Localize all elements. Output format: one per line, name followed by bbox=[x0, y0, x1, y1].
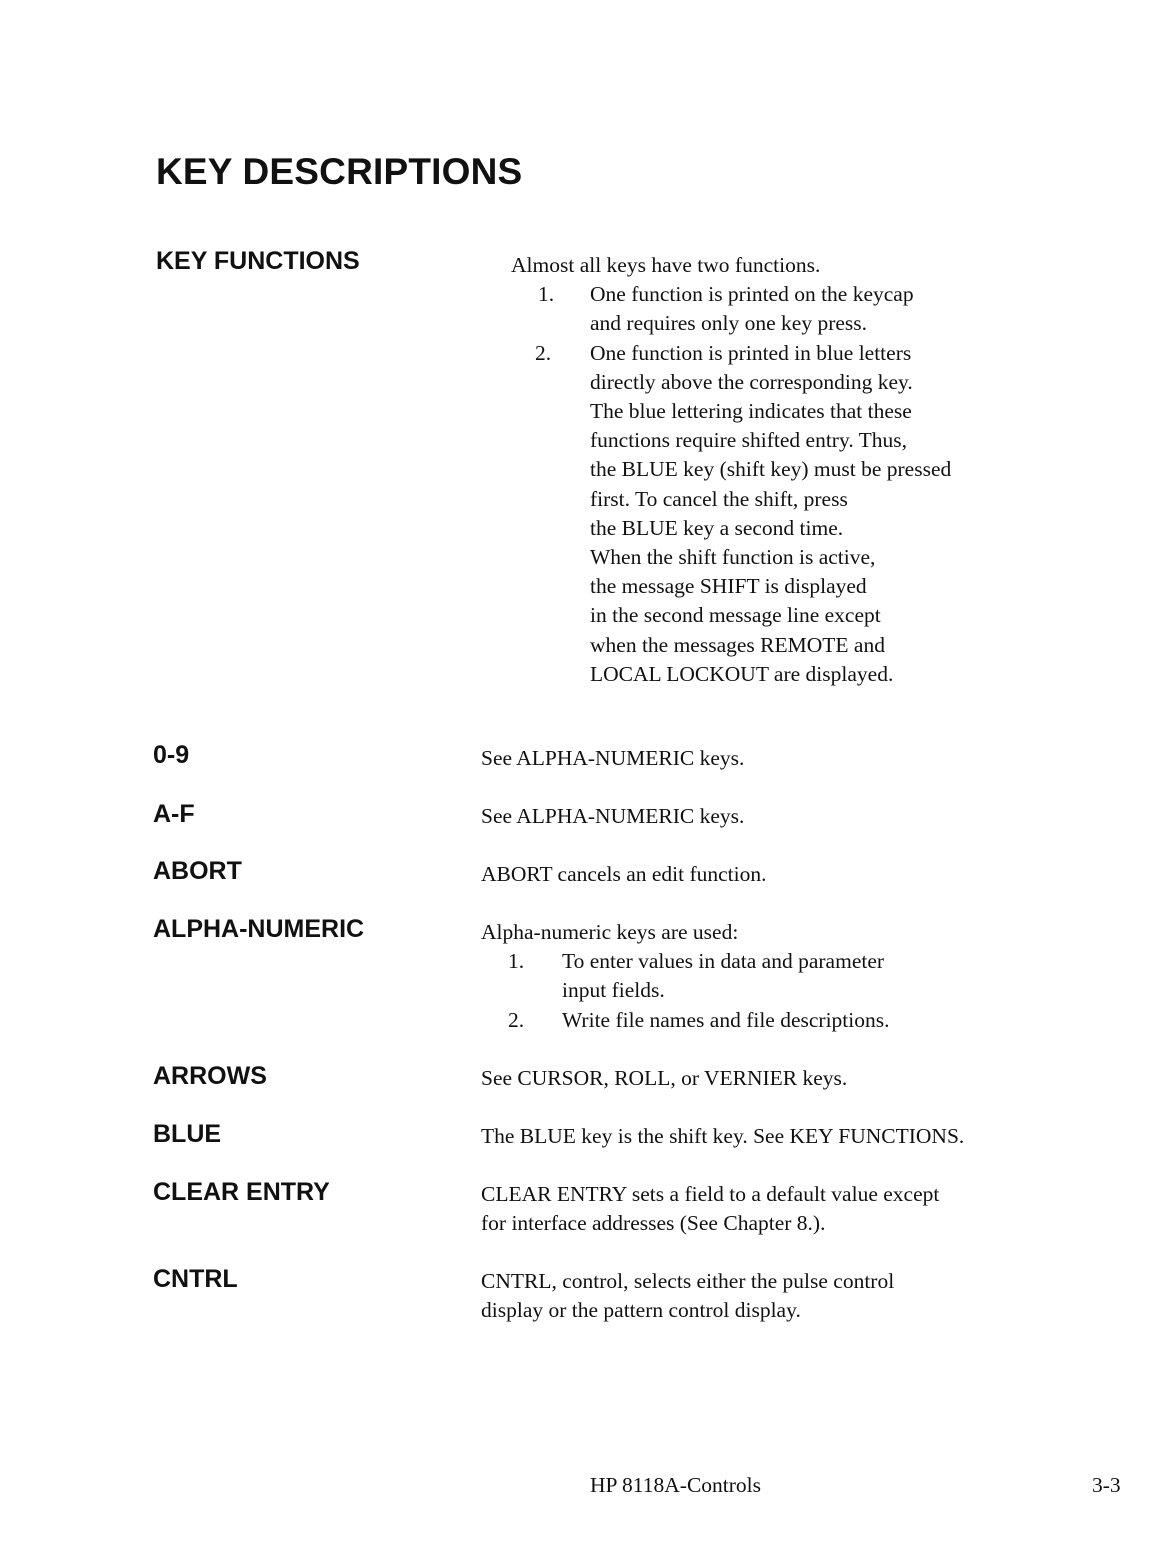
list-text-line: when the messages REMOTE and bbox=[590, 632, 885, 657]
description-line: CLEAR ENTRY sets a field to a default value except bbox=[481, 1182, 940, 1206]
key-alpha-numeric-heading: ALPHA-NUMERIC bbox=[153, 915, 365, 943]
list-text-line: the BLUE key (shift key) must be pressed bbox=[590, 457, 952, 482]
list-text-line: the message SHIFT is displayed bbox=[590, 574, 867, 599]
key-functions-item-2 bbox=[511, 339, 951, 689]
list-number: 2. bbox=[508, 1007, 525, 1032]
list-text-line: To enter values in data and parameter bbox=[562, 949, 885, 974]
key-blue-description: The BLUE key is the shift key. See KEY FUNCTIONS. bbox=[481, 1124, 965, 1148]
key-0-9-heading: 0-9 bbox=[153, 741, 190, 769]
key-0-9-description: See ALPHA-NUMERIC keys. bbox=[481, 746, 745, 770]
list-text-line: first. To cancel the shift, press bbox=[590, 486, 848, 511]
list-text-line: and requires only one key press. bbox=[590, 311, 868, 336]
key-cntrl-description bbox=[481, 1267, 894, 1325]
alpha-numeric-item-1 bbox=[481, 947, 890, 1005]
key-a-f-heading: A-F bbox=[153, 800, 195, 828]
key-blue-heading: BLUE bbox=[153, 1120, 222, 1148]
key-functions-item-1 bbox=[511, 280, 951, 338]
key-functions-intro: Almost all keys have two functions. bbox=[511, 253, 821, 277]
key-a-f-description: See ALPHA-NUMERIC keys. bbox=[481, 804, 745, 828]
list-text-line: directly above the corresponding key. bbox=[590, 369, 913, 394]
list-text-line: Write file names and file descriptions. bbox=[562, 1007, 890, 1032]
list-text-line: the BLUE key a second time. bbox=[590, 515, 844, 540]
page-title: KEY DESCRIPTIONS bbox=[156, 151, 523, 192]
key-alpha-numeric-description bbox=[481, 918, 890, 1035]
key-clear-entry-heading: CLEAR ENTRY bbox=[153, 1178, 330, 1206]
list-number: 1. bbox=[538, 282, 555, 307]
description-line: for interface addresses (See Chapter 8.). bbox=[481, 1211, 826, 1236]
list-text-line: One function is printed in blue letters bbox=[590, 340, 912, 365]
key-functions-heading: KEY FUNCTIONS bbox=[156, 247, 360, 275]
list-number: 1. bbox=[508, 949, 525, 974]
key-abort-description: ABORT cancels an edit function. bbox=[481, 862, 767, 886]
key-arrows-heading: ARROWS bbox=[153, 1062, 267, 1090]
key-functions-description bbox=[511, 251, 951, 689]
list-text-line: The blue lettering indicates that these bbox=[590, 399, 912, 424]
list-text-line: functions require shifted entry. Thus, bbox=[590, 428, 908, 453]
list-text-line: LOCAL LOCKOUT are displayed. bbox=[590, 661, 894, 686]
list-text-line: One function is printed on the keycap bbox=[590, 282, 914, 307]
key-cntrl-heading: CNTRL bbox=[153, 1265, 238, 1293]
key-abort-heading: ABORT bbox=[153, 857, 242, 885]
alpha-numeric-item-2 bbox=[481, 1006, 890, 1035]
footer-title: HP 8118A-Controls bbox=[590, 1473, 762, 1497]
list-text-line: When the shift function is active, bbox=[590, 545, 876, 570]
alpha-numeric-intro: Alpha-numeric keys are used: bbox=[481, 920, 739, 944]
key-clear-entry-description bbox=[481, 1180, 939, 1238]
list-text-line: in the second message line except bbox=[590, 603, 881, 628]
list-number: 2. bbox=[535, 340, 552, 365]
description-line: display or the pattern control display. bbox=[481, 1298, 801, 1323]
description-line: CNTRL, control, selects either the pulse control bbox=[481, 1269, 895, 1293]
key-arrows-description: See CURSOR, ROLL, or VERNIER keys. bbox=[481, 1066, 848, 1090]
page-number: 3-3 bbox=[1092, 1473, 1121, 1497]
list-text-line: input fields. bbox=[562, 978, 665, 1003]
